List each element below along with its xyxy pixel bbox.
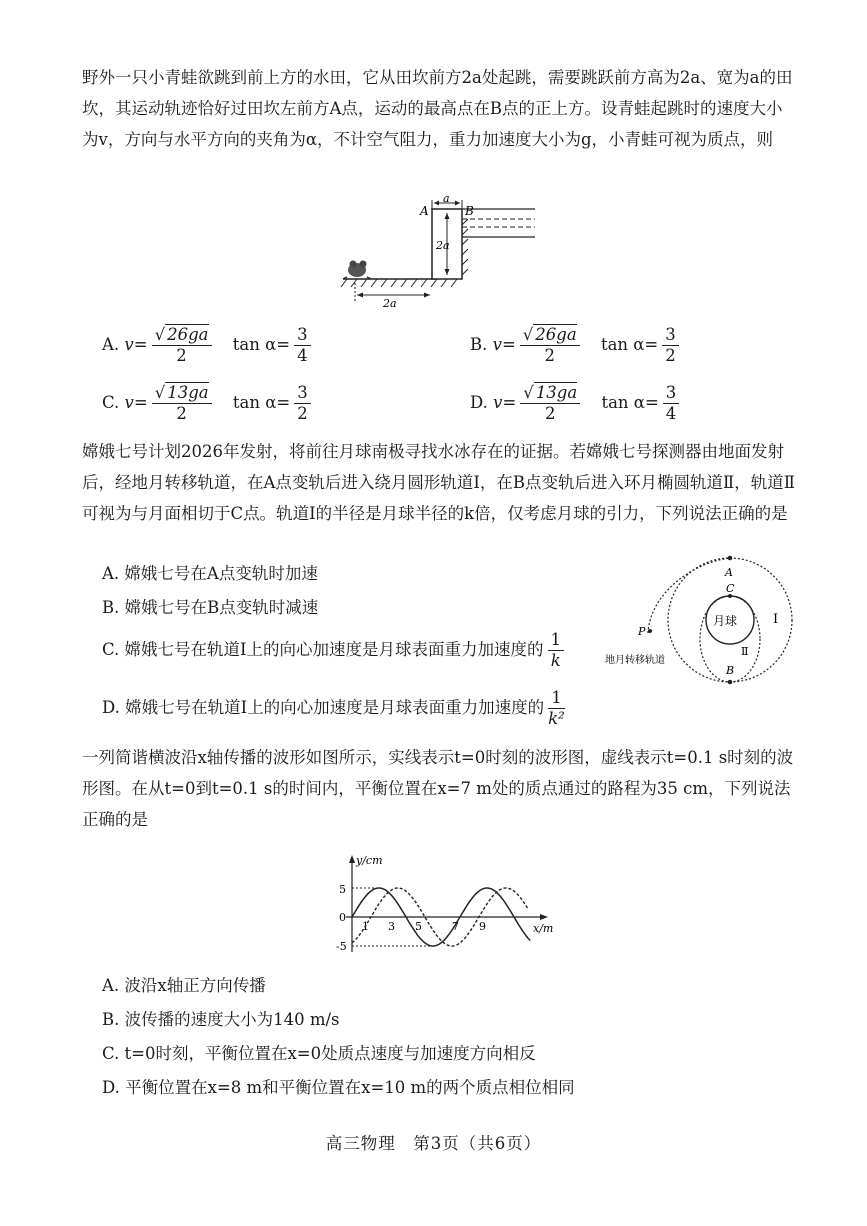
q9-option-c[interactable]: C. t=0时刻，平衡位置在x=0处质点速度与加速度方向相反 bbox=[102, 1044, 536, 1063]
question-8 bbox=[82, 436, 797, 529]
label-2a-ground: 2a bbox=[383, 297, 397, 310]
label-P: P bbox=[638, 625, 646, 638]
question-9-text: 一列简谐横波沿x轴传播的波形如图所示，实线表示t=0时刻的波形图，虚线表示t=0.1 s时刻的波形图。在从t=0到t=0.1 s的时间内，平衡位置在x=7 m处的质点通过的路程为35 cm，下列说法正确的是 bbox=[82, 748, 794, 829]
q9-option-a[interactable]: A. 波沿x轴正方向传播 bbox=[102, 976, 266, 995]
orbit-figure bbox=[600, 555, 820, 690]
label-a-top: a bbox=[443, 195, 450, 205]
y-axis-label: y/cm bbox=[356, 854, 383, 867]
question-7-text: 野外一只小青蛙欲跳到前上方的水田，它从田坎前方2a处起跳，需要跳跃前方高为2a、宽为a的田坎，其运动轨迹恰好过田坎左前方A点，运动的最高点在B点的正上方。设青蛙起跳时的速度大小为v，方向与水平方向的夹角为α，不计空气阻力，重力加速度大小为g，小青蛙可视为质点，则 bbox=[82, 68, 793, 149]
y-tick-5: 5 bbox=[339, 883, 346, 896]
y-tick-neg5: -5 bbox=[336, 940, 347, 953]
frog-icon bbox=[343, 261, 371, 280]
orbit-II-label: Ⅱ bbox=[741, 645, 749, 658]
x-tick-3: 3 bbox=[388, 920, 395, 933]
q9-option-b[interactable]: B. 波传播的速度大小为140 m/s bbox=[102, 1010, 340, 1029]
y-tick-0: 0 bbox=[339, 911, 346, 924]
moon-label: 月球 bbox=[713, 614, 738, 628]
label-A: A bbox=[725, 566, 733, 579]
q7-option-d[interactable]: D. v= $\frac{√ 13ga}{2}$ tan α= $\frac{3}{4}$ bbox=[470, 383, 683, 424]
label-A: A bbox=[420, 204, 429, 218]
x-tick-7: 7 bbox=[452, 920, 459, 933]
q8-option-a[interactable]: A. 嫦娥七号在A点变轨时加速 bbox=[102, 564, 318, 583]
page-footer: 高三物理 第3页（共6页） bbox=[325, 1134, 542, 1153]
q7-option-a[interactable]: A. v= $\frac{√ 26ga}{2}$ tan α= $\frac{3}{4}$ bbox=[102, 325, 315, 366]
frog-jump-figure bbox=[335, 195, 550, 310]
x-tick-1: 1 bbox=[362, 920, 369, 933]
label-B: B bbox=[465, 204, 474, 218]
q8-option-c[interactable]: C. 嫦娥七号在轨道Ⅰ上的向心加速度是月球表面重力加速度的 $\frac{1}{k}$ bbox=[102, 630, 568, 671]
x-axis-label: x/m bbox=[533, 922, 554, 935]
label-C: C bbox=[726, 582, 735, 595]
q7-option-b[interactable]: B. v= $\frac{√ 26ga}{2}$ tan α= $\frac{3}{2}$ bbox=[470, 325, 683, 366]
wave-figure bbox=[326, 852, 556, 962]
x-tick-5: 5 bbox=[415, 920, 422, 933]
q7-option-c[interactable]: C. v= $\frac{√ 13ga}{2}$ tan α= $\frac{3}{2}$ bbox=[102, 383, 315, 424]
q8-option-b[interactable]: B. 嫦娥七号在B点变轨时减速 bbox=[102, 598, 319, 617]
x-tick-9: 9 bbox=[479, 920, 486, 933]
question-8-text: 嫦娥七号计划2026年发射，将前往月球南极寻找水冰存在的证据。若嫦娥七号探测器由地面发射后，经地月转移轨道，在A点变轨后进入绕月圆形轨道Ⅰ，在B点变轨后进入环月椭圆轨道Ⅱ，轨道Ⅱ可视为与月面相切于C点。轨道Ⅰ的半径是月球半径的k倍，仅考虑月球的引力，下列说法正确的是 bbox=[82, 442, 795, 523]
question-7 bbox=[82, 62, 797, 155]
orbit-I-label: Ⅰ bbox=[773, 612, 779, 627]
q8-option-d[interactable]: D. 嫦娥七号在轨道Ⅰ上的向心加速度是月球表面重力加速度的 $\frac{1}{\text{k²}}$ bbox=[102, 688, 565, 728]
transfer-orbit-label: 地月转移轨道 bbox=[605, 655, 665, 666]
q9-option-d[interactable]: D. 平衡位置在x=8 m和平衡位置在x=10 m的两个质点相位相同 bbox=[102, 1078, 575, 1097]
label-B: B bbox=[726, 664, 735, 677]
question-9 bbox=[82, 742, 797, 835]
label-2a-height: 2a bbox=[436, 239, 450, 252]
